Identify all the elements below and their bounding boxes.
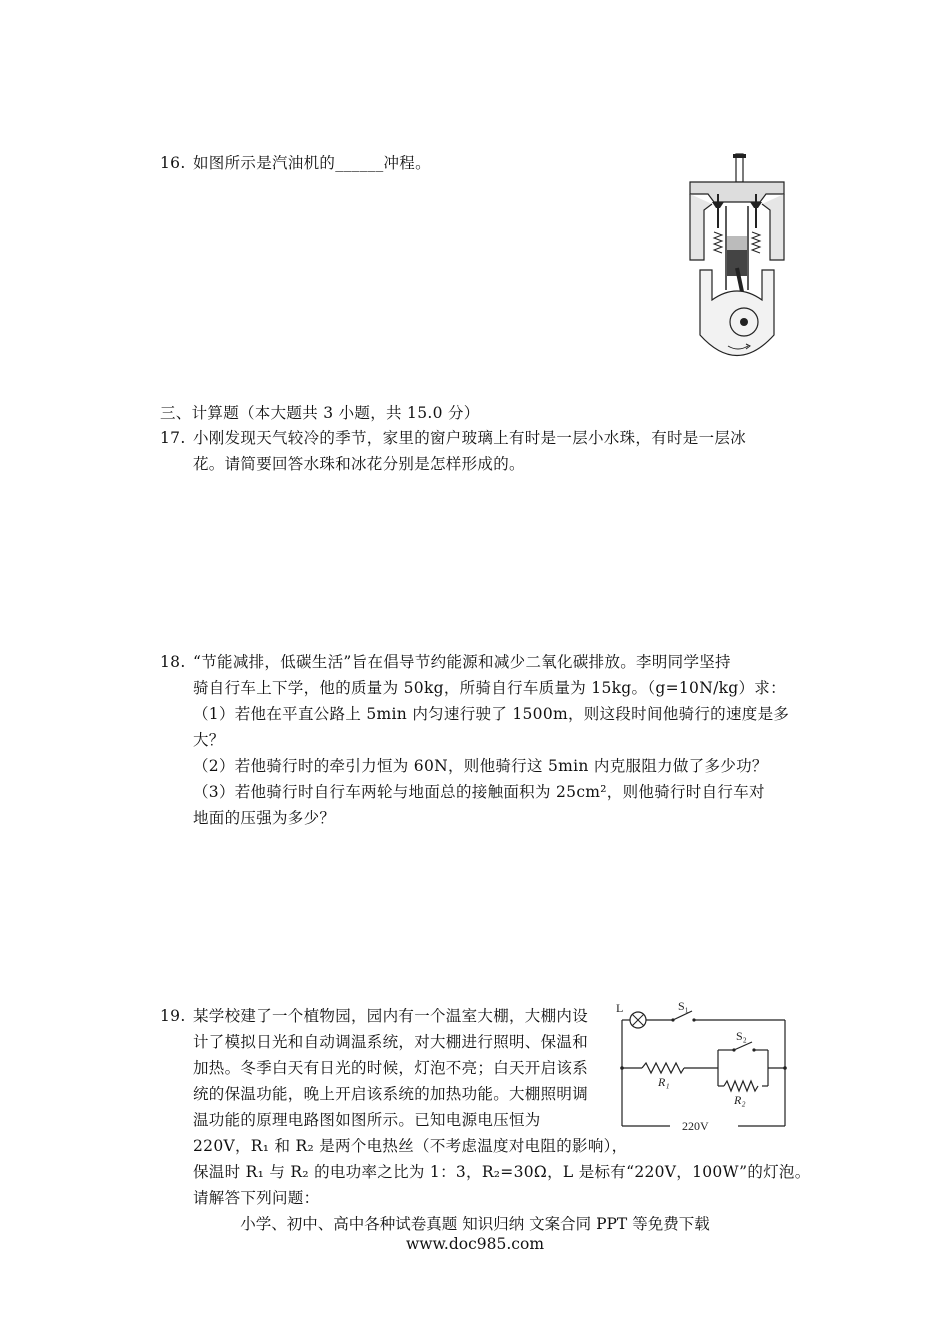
q19-line-8: 请解答下列问题： [193, 1189, 320, 1207]
q17-line-2: 花。请简要回答水珠和冰花分别是怎样形成的。 [193, 455, 525, 473]
q17-line-1: 小刚发现天气较冷的季节，家里的窗户玻璃上有时是一层小水珠，有时是一层冰 [193, 429, 747, 447]
label-s1: S₁ [678, 999, 689, 1013]
label-s2: S₂ [736, 1029, 747, 1043]
footer-line-2[interactable]: www.doc985.com [405, 1235, 545, 1253]
q19-line-5: 温功能的原理电路图如图所示。已知电源电压恒为 [193, 1111, 541, 1129]
q19-line-1: 某学校建了一个植物园，园内有一个温室大棚，大棚内设 [193, 1007, 589, 1025]
q19-line-7: 保温时 R₁ 与 R₂ 的电功率之比为 1：3，R₂=30Ω，L 是标有“220V，100W”的灯泡。 [193, 1163, 811, 1181]
q18-number: 18. [160, 653, 186, 671]
q18-line-1: “节能减排，低碳生活”旨在倡导节约能源和减少二氧化碳排放。李明同学坚持 [193, 653, 731, 671]
q19-line-3: 加热。冬季白天有日光的时候，灯泡不亮；白天开启该系 [193, 1059, 589, 1077]
resistor-r2 [724, 1081, 758, 1091]
q18-line-6: （3）若他骑行时自行车两轮与地面总的接触面积为 25cm²，则他骑行时自行车对 [193, 783, 765, 801]
q19-line-6: 220V，R₁ 和 R₂ 是两个电热丝（不考虑温度对电阻的影响）， [193, 1137, 628, 1155]
circuit-diagram [610, 998, 795, 1143]
label-r1: R₁ [658, 1075, 670, 1089]
label-l: L [616, 1001, 624, 1015]
q19-line-4: 统的保温功能，晚上开启该系统的加热功能。大棚照明调 [193, 1085, 589, 1103]
footer-line-1: 小学、初中、高中各种试卷真题 知识归纳 文案合同 PPT 等免费下载 [240, 1215, 710, 1233]
q18-line-5: （2）若他骑行时的牵引力恒为 60N，则他骑行这 5min 内克服阻力做了多少功？ [193, 757, 768, 775]
engine-figure [686, 150, 788, 380]
q19-line-2: 计了模拟日光和自动调温系统，对大棚进行照明、保温和 [193, 1033, 589, 1051]
switch-s2 [734, 1042, 752, 1050]
q18-line-7: 地面的压强为多少？ [193, 809, 336, 827]
q16-text: 如图所示是汽油机的______冲程。 [193, 154, 431, 172]
label-voltage: 220V [682, 1119, 709, 1133]
label-r2: R₂ [734, 1093, 746, 1107]
q16-number: 16. [160, 154, 186, 172]
q18-line-2: 骑自行车上下学，他的质量为 50kg，所骑自行车质量为 15kg。（g=10N/kg）求： [193, 679, 786, 697]
q19-number: 19. [160, 1007, 186, 1025]
q17-number: 17. [160, 429, 186, 447]
section-title: 三、计算题（本大题共 3 小题，共 15.0 分） [160, 404, 480, 422]
q18-line-3: （1）若他在平直公路上 5min 内匀速行驶了 1500m，则这段时间他骑行的速度是多 [193, 705, 790, 723]
resistor-r1 [642, 1063, 684, 1073]
q18-line-4: 大？ [193, 731, 225, 749]
